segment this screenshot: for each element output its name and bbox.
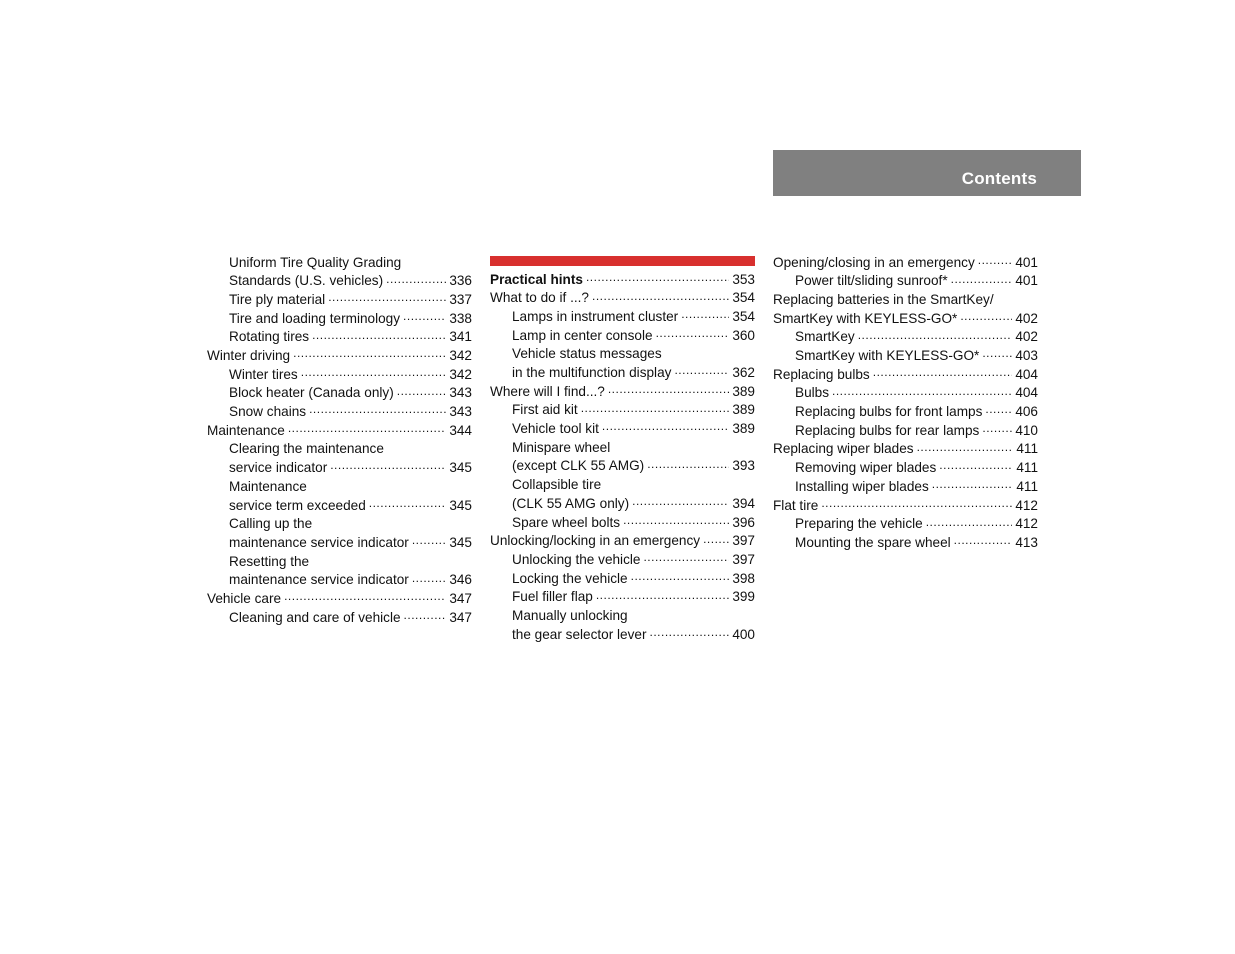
toc-entry[interactable] bbox=[207, 552, 472, 571]
toc-entry-title: Tire ply material bbox=[229, 291, 326, 307]
toc-entry-title: Clearing the maintenance bbox=[229, 441, 384, 457]
toc-entry-title: Opening/closing in an emergency bbox=[773, 254, 975, 270]
toc-entry-title: maintenance service indicator bbox=[229, 534, 409, 550]
dot-leader bbox=[643, 550, 729, 564]
dot-leader bbox=[656, 326, 730, 340]
dot-leader bbox=[650, 625, 730, 639]
toc-entry-page: 399 bbox=[732, 589, 755, 605]
dot-leader bbox=[647, 457, 729, 471]
dot-leader bbox=[978, 253, 1013, 267]
toc-entry-page: 404 bbox=[1015, 385, 1038, 401]
dot-leader bbox=[939, 459, 1013, 473]
toc-entry-title: First aid kit bbox=[512, 402, 578, 418]
toc-entry[interactable] bbox=[490, 588, 755, 607]
dot-leader bbox=[681, 307, 729, 321]
toc-entry-page: 354 bbox=[732, 308, 755, 324]
toc-entry[interactable] bbox=[207, 496, 472, 515]
toc-entry[interactable] bbox=[207, 440, 472, 459]
dot-leader bbox=[288, 421, 446, 435]
toc-entry[interactable] bbox=[207, 309, 472, 328]
toc-entry-page: 342 bbox=[449, 348, 472, 364]
toc-entry[interactable] bbox=[490, 289, 755, 308]
toc-entry-title: Mounting the spare wheel bbox=[795, 534, 951, 550]
toc-entry-page: 347 bbox=[449, 590, 472, 606]
toc-entry[interactable] bbox=[207, 533, 472, 552]
dot-leader bbox=[832, 384, 1012, 398]
toc-entry[interactable] bbox=[490, 625, 755, 644]
toc-entry[interactable] bbox=[773, 421, 1038, 440]
dot-leader bbox=[403, 309, 446, 323]
toc-entry[interactable] bbox=[207, 253, 472, 272]
dot-leader bbox=[623, 513, 729, 527]
dot-leader bbox=[412, 571, 446, 585]
toc-entry-page: 343 bbox=[449, 404, 472, 420]
toc-entry-page: 403 bbox=[1015, 348, 1038, 364]
dot-leader bbox=[982, 421, 1012, 435]
toc-entry-title: Lamps in instrument cluster bbox=[512, 308, 679, 324]
dot-leader bbox=[596, 588, 729, 602]
toc-entry-page: 360 bbox=[732, 327, 755, 343]
toc-entry-page: 401 bbox=[1015, 254, 1038, 270]
toc-entry-title: Locking the vehicle bbox=[512, 570, 628, 586]
dot-leader bbox=[602, 420, 729, 434]
toc-entry[interactable] bbox=[773, 496, 1038, 515]
contents-header-bar bbox=[773, 150, 1081, 196]
toc-entry-title: Replacing bulbs bbox=[773, 366, 870, 382]
toc-entry[interactable] bbox=[207, 272, 472, 291]
toc-entry-page: 338 bbox=[449, 310, 472, 326]
toc-entry-title: Replacing bulbs for front lamps bbox=[795, 404, 983, 420]
toc-entry[interactable] bbox=[773, 515, 1038, 534]
dot-leader bbox=[586, 270, 729, 284]
contents-title: Contents bbox=[961, 169, 1037, 188]
dot-leader bbox=[404, 608, 447, 622]
toc-entry-page: 410 bbox=[1015, 422, 1038, 438]
toc-entry[interactable] bbox=[490, 345, 755, 364]
dot-leader bbox=[369, 496, 447, 510]
toc-entry-page: 342 bbox=[449, 366, 472, 382]
toc-entry[interactable] bbox=[773, 328, 1038, 347]
toc-entry[interactable] bbox=[490, 457, 755, 476]
toc-entry[interactable] bbox=[490, 569, 755, 588]
toc-entry[interactable] bbox=[490, 401, 755, 420]
toc-entry-page: 354 bbox=[732, 290, 755, 306]
toc-entry-page: 406 bbox=[1015, 404, 1038, 420]
toc-entry-title: Practical hints bbox=[490, 271, 583, 287]
toc-entry-page: 396 bbox=[732, 514, 755, 530]
toc-column-1 bbox=[207, 253, 472, 627]
toc-entry-title: Calling up the bbox=[229, 516, 313, 532]
toc-entry-page: 346 bbox=[449, 572, 472, 588]
toc-entry-title: Removing wiper blades bbox=[795, 460, 937, 476]
toc-entry-title: Cleaning and care of vehicle bbox=[229, 609, 401, 625]
toc-entry-title: Tire and loading terminology bbox=[229, 310, 401, 326]
dot-leader bbox=[821, 496, 1012, 510]
toc-column-2 bbox=[490, 253, 755, 644]
dot-leader bbox=[951, 272, 1013, 286]
dot-leader bbox=[926, 515, 1013, 529]
toc-entry-page: 344 bbox=[449, 422, 472, 438]
toc-entry-page: 412 bbox=[1015, 516, 1038, 532]
toc-entry-page: 345 bbox=[449, 460, 472, 476]
dot-leader bbox=[386, 272, 446, 286]
dot-leader bbox=[858, 328, 1013, 342]
toc-entry-title: Fuel filler flap bbox=[512, 589, 593, 605]
toc-entry-page: 353 bbox=[732, 271, 755, 287]
toc-column-3 bbox=[773, 253, 1038, 552]
toc-entry[interactable] bbox=[773, 403, 1038, 422]
toc-entry-page: 337 bbox=[449, 291, 472, 307]
toc-entry-title: Replacing bulbs for rear lamps bbox=[795, 422, 980, 438]
toc-entry-page: 394 bbox=[732, 495, 755, 511]
toc-entry-page: 336 bbox=[449, 273, 472, 289]
toc-entry-title: SmartKey with KEYLESS-GO* bbox=[773, 310, 958, 326]
toc-entry-title: Collapsible tire bbox=[512, 477, 602, 493]
toc-entry[interactable] bbox=[490, 532, 755, 551]
toc-entry[interactable] bbox=[490, 513, 755, 532]
dot-leader bbox=[293, 346, 446, 360]
toc-entry[interactable] bbox=[207, 477, 472, 496]
toc-entry-title: Maintenance bbox=[207, 422, 285, 438]
dot-leader bbox=[312, 328, 446, 342]
toc-entry-title: SmartKey bbox=[795, 329, 855, 345]
toc-entry-title: Unlocking/locking in an emergency bbox=[490, 533, 701, 549]
toc-entry-title: Winter tires bbox=[229, 366, 298, 382]
toc-entry-title: Where will I find...? bbox=[490, 383, 605, 399]
toc-entry[interactable] bbox=[490, 382, 755, 401]
toc-entry-title: Power tilt/sliding sunroof* bbox=[795, 273, 948, 289]
toc-entry[interactable] bbox=[207, 328, 472, 347]
toc-entry-title: Spare wheel bolts bbox=[512, 514, 621, 530]
toc-entry-page: 345 bbox=[449, 497, 472, 513]
toc-entry-title: Replacing wiper blades bbox=[773, 441, 914, 457]
toc-entry[interactable] bbox=[490, 438, 755, 457]
toc-entry[interactable] bbox=[490, 307, 755, 326]
toc-entry-title: the gear selector lever bbox=[512, 626, 647, 642]
toc-entry-page: 397 bbox=[732, 551, 755, 567]
toc-entry-title: What to do if ...? bbox=[490, 290, 589, 306]
toc-entry[interactable] bbox=[207, 384, 472, 403]
toc-entry-title: Snow chains bbox=[229, 404, 307, 420]
toc-entry-page: 398 bbox=[732, 570, 755, 586]
toc-entry-title: Block heater (Canada only) bbox=[229, 385, 394, 401]
toc-entry-page: 397 bbox=[732, 533, 755, 549]
toc-entry[interactable] bbox=[490, 270, 755, 289]
dot-leader bbox=[397, 384, 447, 398]
toc-entry-page: 341 bbox=[449, 329, 472, 345]
toc-entry[interactable] bbox=[490, 420, 755, 439]
toc-entry-title: Standards (U.S. vehicles) bbox=[229, 273, 384, 289]
toc-entry-title: Bulbs bbox=[795, 385, 830, 401]
toc-entry-page: 402 bbox=[1015, 310, 1038, 326]
toc-entry-page: 404 bbox=[1015, 366, 1038, 382]
dot-leader bbox=[982, 346, 1012, 360]
toc-entry[interactable] bbox=[773, 459, 1038, 478]
toc-entry-page: 389 bbox=[732, 402, 755, 418]
toc-entry[interactable] bbox=[207, 571, 472, 590]
dot-leader bbox=[608, 382, 729, 396]
toc-entry[interactable] bbox=[773, 533, 1038, 552]
toc-entry-page: 411 bbox=[1016, 460, 1038, 476]
toc-entry-page: 400 bbox=[732, 626, 755, 642]
toc-entry-page: 389 bbox=[732, 383, 755, 399]
toc-entry-title: Installing wiper blades bbox=[795, 478, 929, 494]
toc-entry-title: maintenance service indicator bbox=[229, 572, 409, 588]
toc-entry-page: 413 bbox=[1015, 534, 1038, 550]
toc-entry[interactable] bbox=[490, 494, 755, 513]
toc-entry-title: in the multifunction display bbox=[512, 365, 672, 381]
toc-entry[interactable] bbox=[207, 290, 472, 309]
toc-entry-page: 347 bbox=[449, 609, 472, 625]
toc-entry[interactable] bbox=[207, 589, 472, 608]
toc-entry-page: 412 bbox=[1015, 497, 1038, 513]
section-marker-bar bbox=[490, 256, 755, 266]
dot-leader bbox=[917, 440, 1014, 454]
toc-entry[interactable] bbox=[773, 365, 1038, 384]
toc-entry-title: Replacing batteries in the SmartKey/ bbox=[773, 291, 994, 307]
toc-entry[interactable] bbox=[490, 550, 755, 569]
dot-leader bbox=[301, 365, 447, 379]
toc-entry[interactable] bbox=[207, 403, 472, 422]
toc-entry[interactable] bbox=[490, 476, 755, 495]
toc-entry-page: 401 bbox=[1015, 273, 1038, 289]
toc-entry-title: Unlocking the vehicle bbox=[512, 551, 641, 567]
toc-entry[interactable] bbox=[207, 459, 472, 478]
toc-entry-title: Manually unlocking bbox=[512, 607, 628, 623]
toc-entry-page: 393 bbox=[732, 458, 755, 474]
dot-leader bbox=[631, 569, 730, 583]
dot-leader bbox=[284, 589, 446, 603]
toc-entry-page: 411 bbox=[1016, 478, 1038, 494]
toc-entry-title: service term exceeded bbox=[229, 497, 366, 513]
toc-entry-title: Minispare wheel bbox=[512, 439, 611, 455]
toc-entry-title: Flat tire bbox=[773, 497, 819, 513]
dot-leader bbox=[960, 309, 1012, 323]
toc-entry[interactable] bbox=[207, 365, 472, 384]
toc-entry[interactable] bbox=[490, 326, 755, 345]
toc-entry[interactable] bbox=[207, 608, 472, 627]
toc-entry-page: 411 bbox=[1016, 441, 1038, 457]
toc-entry-title: Vehicle care bbox=[207, 590, 282, 606]
toc-entry[interactable] bbox=[773, 384, 1038, 403]
toc-entry-title: (except CLK 55 AMG) bbox=[512, 458, 645, 474]
toc-entry[interactable] bbox=[207, 346, 472, 365]
dot-leader bbox=[309, 403, 446, 417]
toc-entry[interactable] bbox=[773, 290, 1038, 309]
toc-entry[interactable] bbox=[773, 253, 1038, 272]
toc-entry-title: service indicator bbox=[229, 460, 328, 476]
toc-entry-title: (CLK 55 AMG only) bbox=[512, 495, 630, 511]
toc-entry-page: 343 bbox=[449, 385, 472, 401]
toc-entry[interactable] bbox=[207, 421, 472, 440]
dot-leader bbox=[954, 533, 1013, 547]
dot-leader bbox=[873, 365, 1013, 379]
toc-entry-title: Vehicle tool kit bbox=[512, 421, 599, 437]
dot-leader bbox=[581, 401, 730, 415]
toc-entry-page: 345 bbox=[449, 534, 472, 550]
toc-entry-page: 389 bbox=[732, 421, 755, 437]
toc-entry-title: Preparing the vehicle bbox=[795, 516, 923, 532]
toc-entry-title: Rotating tires bbox=[229, 329, 310, 345]
toc-entry[interactable] bbox=[773, 346, 1038, 365]
toc-entry-title: Maintenance bbox=[229, 478, 307, 494]
dot-leader bbox=[985, 403, 1012, 417]
toc-entry-title: SmartKey with KEYLESS-GO* bbox=[795, 348, 980, 364]
toc-entry[interactable] bbox=[490, 363, 755, 382]
dot-leader bbox=[412, 533, 446, 547]
dot-leader bbox=[674, 363, 729, 377]
toc-entry-page: 362 bbox=[732, 365, 755, 381]
toc-entry[interactable] bbox=[773, 309, 1038, 328]
toc-entry-title: Uniform Tire Quality Grading bbox=[229, 254, 402, 270]
toc-entry-title: Winter driving bbox=[207, 348, 291, 364]
toc-entry[interactable] bbox=[207, 515, 472, 534]
dot-leader bbox=[632, 494, 729, 508]
toc-entry[interactable] bbox=[773, 477, 1038, 496]
toc-entry[interactable] bbox=[490, 606, 755, 625]
dot-leader bbox=[703, 532, 729, 546]
toc-entry[interactable] bbox=[773, 272, 1038, 291]
toc-entry-page: 402 bbox=[1015, 329, 1038, 345]
dot-leader bbox=[328, 290, 446, 304]
toc-entry-title: Resetting the bbox=[229, 553, 310, 569]
dot-leader bbox=[330, 459, 446, 473]
toc-entry-title: Lamp in center console bbox=[512, 327, 653, 343]
toc-entry-title: Vehicle status messages bbox=[512, 346, 662, 362]
dot-leader bbox=[932, 477, 1014, 491]
toc-entry[interactable] bbox=[773, 440, 1038, 459]
dot-leader bbox=[592, 289, 729, 303]
